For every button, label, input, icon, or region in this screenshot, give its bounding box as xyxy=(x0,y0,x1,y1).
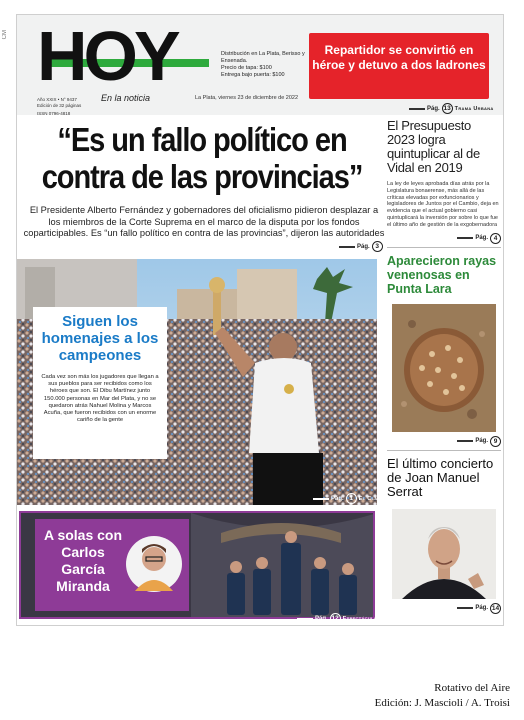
main-lead: El Presidente Alberto Fernández y gobernadores del oficialismo pidieron desplazar a los miembros de la Corte Suprema en el marco de la disputa por los fondos coparticipables. Es “un fallo político en contra de las provincias”, dijeron las autoridades xyxy=(23,205,385,238)
page-label: Pág. xyxy=(475,235,488,242)
story-page-ref[interactable] xyxy=(387,233,501,244)
page-ref-line xyxy=(313,498,329,500)
story-page-ref[interactable] xyxy=(387,603,501,614)
divider xyxy=(387,450,501,451)
promo-page-ref[interactable] xyxy=(409,103,494,114)
photo-caption-card xyxy=(33,307,167,459)
story-title: El Presupuesto 2023 logra quintuplicar al de Vidal en 2019 xyxy=(387,118,480,175)
dateline: La Plata, viernes 23 de diciembre de 2022 xyxy=(195,95,299,101)
photo-story-title: Siguen los homenajes a los campeones xyxy=(41,313,159,364)
page-ref-line xyxy=(339,246,355,248)
purple-feature-box[interactable] xyxy=(19,511,375,619)
page-label: Pág. xyxy=(475,438,488,445)
purple-box-title: A solas con Carlos García Miranda xyxy=(43,527,123,594)
distribution-info: Distribución en La Plata, Berisso y Ensenada. Precio de tapa: $100 Entrega bajo puerta: $100 xyxy=(221,51,305,78)
stingray-photo xyxy=(392,304,496,432)
page-label: Pág. xyxy=(475,605,488,612)
page-label: Pág. xyxy=(427,105,440,112)
photo-page-ref[interactable] xyxy=(313,493,388,504)
page-number: 3 xyxy=(372,241,383,252)
story-desc: La ley de leyes aprobada días atrás por la Legislatura bonaerense, más allá de las críticas elevadas por exfuncionarios y legisladores de Juntos por el Cambio, deja en evidencia que el actual gobierno casi quintuplicará la inversión por sobre lo que fue el último año de gestión de la exgobernadora xyxy=(387,181,499,228)
purple-page-ref[interactable] xyxy=(297,613,380,624)
page-ref-line xyxy=(457,440,473,442)
logo-text: HOY xyxy=(37,17,177,95)
interviewee-portrait xyxy=(125,535,183,593)
promo-box[interactable] xyxy=(309,33,489,99)
serrat-portrait xyxy=(392,509,496,599)
page-number: 1 xyxy=(346,493,357,504)
main-headline[interactable]: “Es un fallo político en contra de las provincias” xyxy=(41,121,363,195)
footer-program: Rotativo del Aire xyxy=(434,682,510,694)
logo-tagline: En la noticia xyxy=(101,93,151,103)
promo-title: Repartidor se convirtió en héroe y detuvo a dos ladrones xyxy=(312,43,486,72)
right-column xyxy=(387,119,501,614)
page-ref-line xyxy=(297,618,313,620)
edition-info: Año XXIX • N° 9437 Edición de 32 páginas xyxy=(37,97,82,108)
page-number: 13 xyxy=(443,105,451,112)
page-ref-line xyxy=(409,108,425,110)
photo-story[interactable] xyxy=(17,259,377,505)
main-page-ref[interactable] xyxy=(339,241,383,252)
issn: ISSN 0796-4818 xyxy=(37,111,71,116)
side-code: CM xyxy=(2,30,8,40)
page-number: 9 xyxy=(490,436,501,447)
story-rayas[interactable] xyxy=(387,254,501,447)
section-name: El Clásico xyxy=(358,495,389,502)
story-page-ref[interactable] xyxy=(387,436,501,447)
page-label: Pág. xyxy=(357,243,370,250)
page-ref-line xyxy=(457,237,473,239)
page-ref-line xyxy=(457,607,473,609)
divider xyxy=(387,247,501,248)
page-number: 14 xyxy=(491,604,500,612)
page-label: Pág. xyxy=(315,615,328,622)
page-number: 4 xyxy=(490,233,501,244)
newspaper-front-page xyxy=(16,14,504,626)
story-presupuesto[interactable] xyxy=(387,119,501,244)
section-name: Trama Urbana xyxy=(454,105,494,112)
story-serrat[interactable] xyxy=(387,457,501,614)
story-title: Aparecieron rayas venenosas en Punta Lara xyxy=(387,253,497,296)
footer-edition: Edición: J. Mascioli / A. Troisi xyxy=(374,697,510,709)
page-number: 12 xyxy=(331,615,339,622)
photo-story-desc: Cada vez son más los jugadores que llegan a sus pueblos para ser recibidos como los héroes que son. El Dibu Martínez junto 150.000 personas en Mar del Plata, y no se quedaron atrás Nahuel Molina y Marcos Acuña, que fueron recibidos con un enorme cariño de la gente xyxy=(41,374,159,424)
section-name: Espectáculos xyxy=(342,615,381,622)
story-title: El último concierto de Joan Manuel Serrat xyxy=(387,455,494,499)
masthead xyxy=(17,15,503,115)
page-label: Pág. xyxy=(331,495,344,502)
